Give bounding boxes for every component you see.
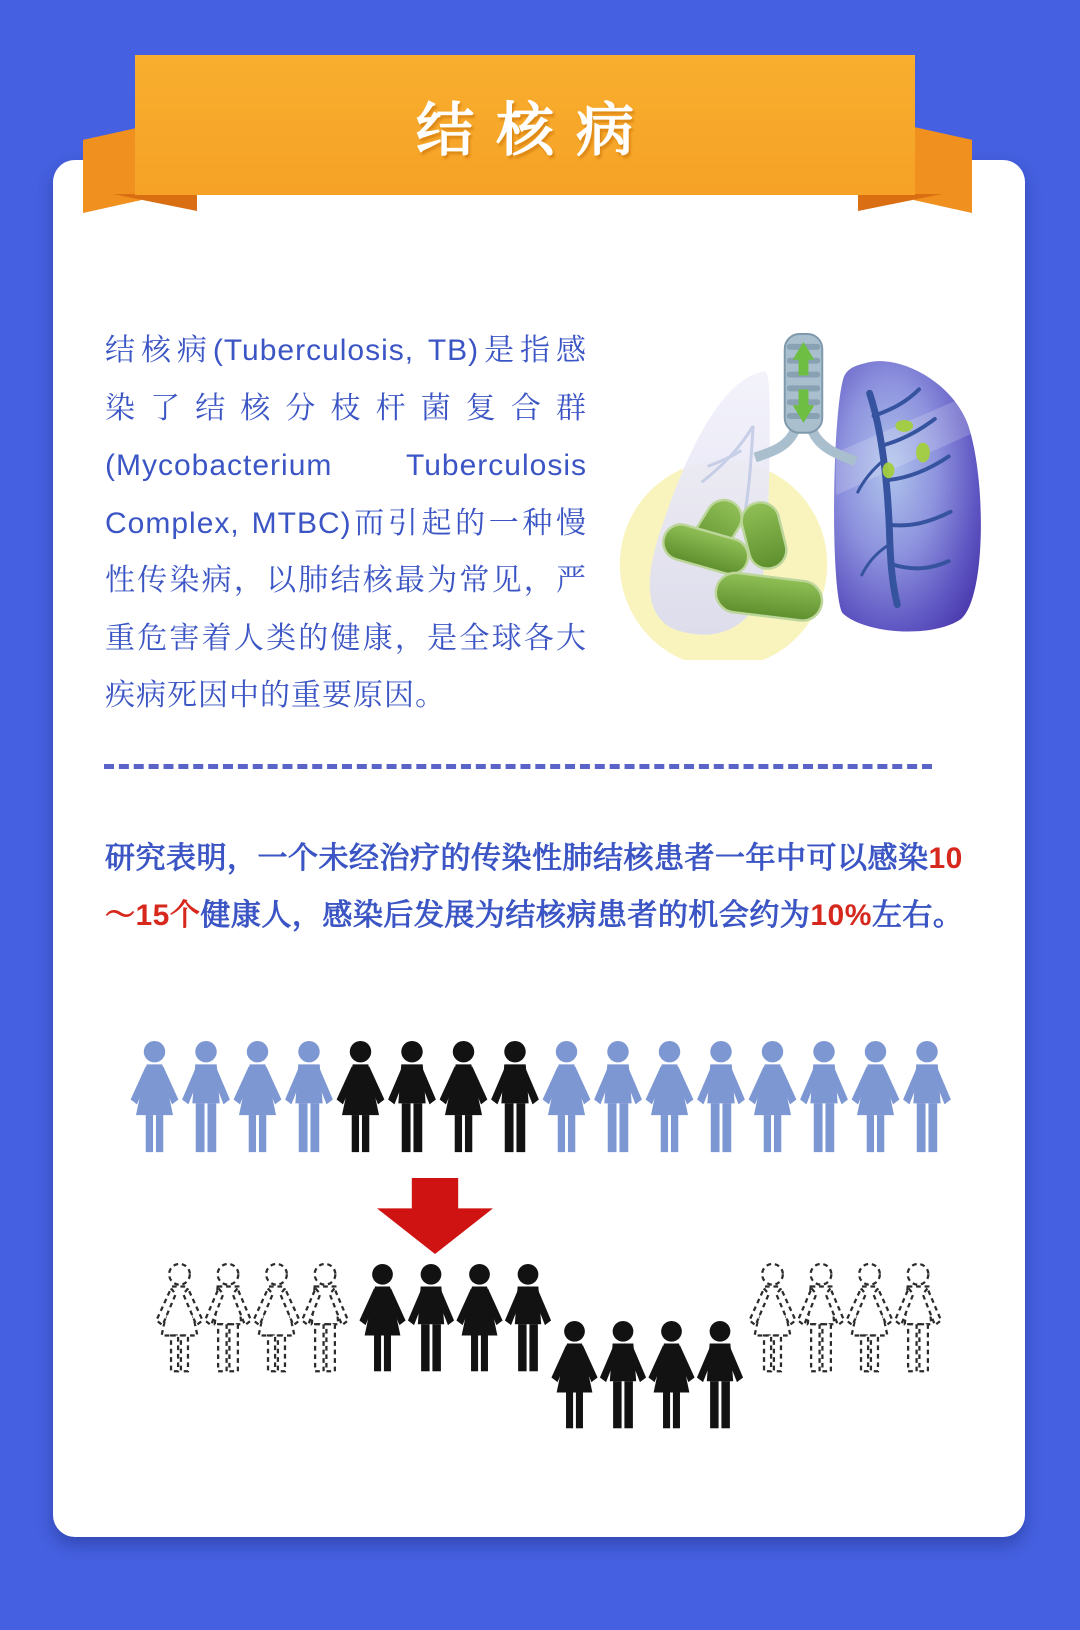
population-row-before — [0, 1040, 1080, 1165]
research-text: 研究表明，一个未经治疗的传染性肺结核患者一年中可以感染 — [105, 842, 929, 875]
intro-line: 结核病(Tuberculosis, TB)是指感 — [105, 334, 587, 367]
intro-line: 重危害着人类的健康，是全球各大 — [105, 621, 587, 655]
person-male-infected-icon — [505, 1264, 551, 1371]
page-title: 结核病 — [135, 55, 915, 195]
person-male-healthy-icon — [697, 1041, 745, 1152]
person-female-healthy-icon — [749, 1041, 797, 1152]
intro-line: 疾病死因中的重要原因。 — [105, 679, 446, 712]
population-row-after — [0, 1263, 1080, 1443]
person-male-healthy-icon — [594, 1041, 642, 1152]
intro-paragraph — [105, 322, 587, 725]
lungs-illustration — [605, 330, 1000, 660]
person-female-healthy-icon — [852, 1041, 900, 1152]
intro-line: Complex, MTBC)而引起的一种慢 — [105, 506, 587, 540]
ribbon-tail-left — [83, 127, 141, 213]
person-female-healthy-icon — [131, 1041, 179, 1152]
person-male-healthy-icon — [903, 1041, 951, 1152]
research-text: 健康人，感染后发展为结核病患者的机会约为 — [200, 899, 811, 932]
person-female-infected-icon — [551, 1321, 597, 1428]
person-female-outline-icon — [846, 1264, 892, 1371]
person-female-infected-icon — [456, 1264, 502, 1371]
person-female-healthy-icon — [646, 1041, 694, 1152]
person-male-outline-icon — [205, 1264, 251, 1371]
person-male-outline-icon — [798, 1264, 844, 1371]
person-female-outline-icon — [253, 1264, 299, 1371]
person-female-infected-icon — [440, 1041, 488, 1152]
person-female-outline-icon — [156, 1264, 202, 1371]
person-male-outline-icon — [302, 1264, 348, 1371]
dashed-divider — [104, 764, 932, 769]
intro-line: 性传染病，以肺结核最为常见，严 — [105, 564, 587, 597]
person-male-healthy-icon — [800, 1041, 848, 1152]
person-male-infected-icon — [491, 1041, 539, 1152]
intro-line: (Mycobacterium Tuberculosis — [105, 449, 587, 482]
intro-line: 染了结核分枝杆菌复合群 — [105, 391, 587, 425]
person-female-infected-icon — [359, 1264, 405, 1371]
person-male-infected-icon — [600, 1321, 646, 1428]
person-female-healthy-icon — [234, 1041, 282, 1152]
person-male-infected-icon — [388, 1041, 436, 1152]
highlight-number: 10% — [810, 899, 872, 932]
person-female-infected-icon — [648, 1321, 694, 1428]
person-female-infected-icon — [337, 1041, 385, 1152]
person-male-healthy-icon — [285, 1041, 333, 1152]
research-paragraph — [105, 830, 964, 944]
research-line — [105, 887, 964, 944]
person-female-outline-icon — [749, 1264, 795, 1371]
person-male-infected-icon — [697, 1321, 743, 1428]
highlight-number: 10 — [928, 842, 963, 875]
person-male-healthy-icon — [182, 1041, 230, 1152]
person-male-outline-icon — [895, 1264, 941, 1371]
person-female-healthy-icon — [543, 1041, 591, 1152]
highlight-number: ～15个 — [105, 899, 201, 932]
ribbon-tail-right — [914, 127, 972, 213]
person-male-infected-icon — [408, 1264, 454, 1371]
research-line — [105, 830, 963, 887]
research-text: 左右。 — [871, 899, 964, 932]
